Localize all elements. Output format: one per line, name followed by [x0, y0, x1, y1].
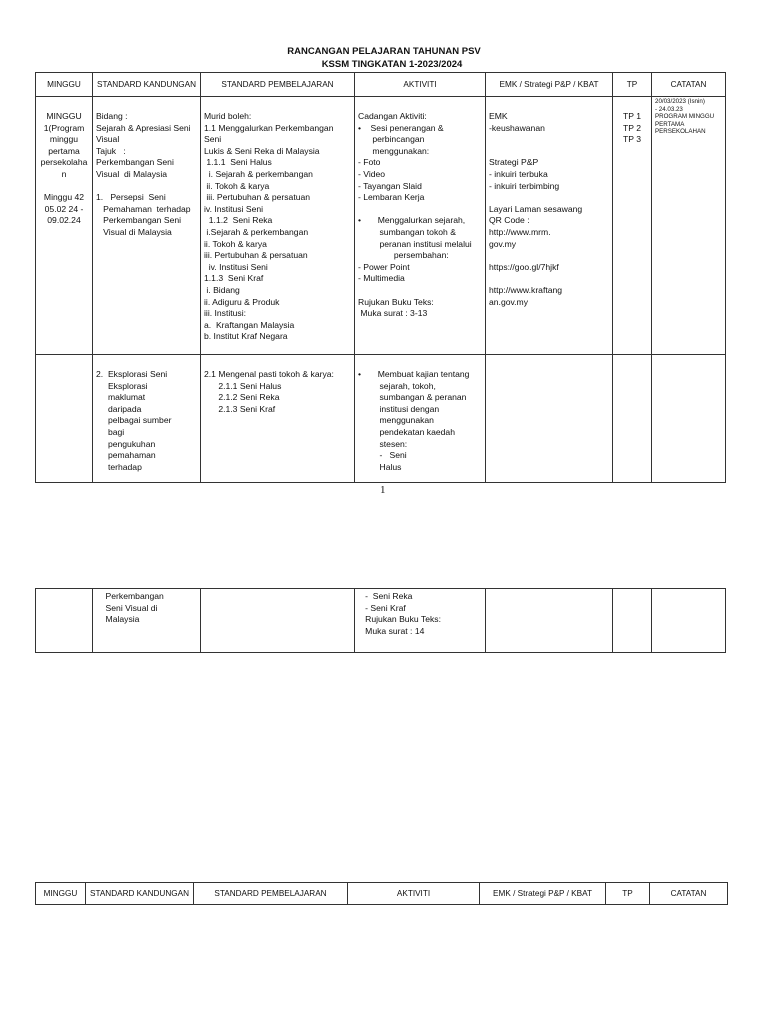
- text-line: - Seni Reka: [358, 591, 413, 601]
- text-line: pelbagai sumber: [96, 415, 172, 426]
- text-line: Eksplorasi: [96, 380, 148, 391]
- text-line: daripada: [96, 403, 142, 414]
- tp-cell: [613, 589, 652, 653]
- text-line: Tajuk :: [96, 145, 126, 156]
- col-header-emk: EMK / Strategi P&P / KBAT: [480, 883, 606, 905]
- text-line: - 24.03.23: [655, 105, 683, 113]
- text-line: - Seni: [358, 450, 407, 461]
- text-line: persembahan:: [358, 250, 449, 261]
- text-line: ii. Tokoh & karya: [204, 180, 270, 191]
- text-line: Pemahaman terhadap: [96, 203, 191, 214]
- text-line: bagi: [96, 426, 125, 437]
- text-line: - Multimedia: [358, 273, 405, 284]
- text-line: ii. Adiguru & Produk: [204, 296, 280, 307]
- col-header-catatan: CATATAN: [652, 73, 726, 97]
- text-line: 1. Persepsi Seni: [96, 192, 166, 203]
- text-line: 2. Eksplorasi Seni: [96, 369, 168, 379]
- tp-cell: [613, 355, 652, 483]
- text-line: 2.1.2 Seni Reka: [204, 392, 280, 403]
- text-line: 1.1 Menggalurkan Perkembangan: [204, 122, 334, 133]
- text-line: persekolaha: [40, 157, 88, 168]
- catatan-cell: [652, 589, 726, 653]
- text-line: Visual: [96, 134, 120, 145]
- col-header-catatan: CATATAN: [650, 883, 728, 905]
- text-line: 1(Program: [43, 122, 85, 133]
- text-line: TP 3: [623, 134, 641, 145]
- text-line: 2.1.3 Seni Kraf: [204, 403, 276, 414]
- text-line: PERTAMA: [655, 120, 685, 128]
- standard-kandungan-cell: [93, 97, 201, 355]
- text-line: • Sesi penerangan &: [358, 122, 444, 133]
- standard-kandungan-cell: [93, 355, 201, 483]
- text-line: Bidang :: [96, 111, 128, 121]
- text-line: [489, 250, 609, 262]
- text-line: - inkuiri terbimbing: [489, 180, 560, 191]
- table-header-row: [36, 73, 726, 97]
- text-line: Seni: [204, 134, 222, 145]
- text-line: [358, 204, 482, 216]
- text-line: PERSEKOLAHAN: [655, 128, 706, 136]
- text-line: an.gov.my: [489, 296, 529, 307]
- minggu-cell: [36, 97, 93, 355]
- col-header-minggu: MINGGU: [36, 883, 86, 905]
- lesson-plan-table-continuation: [35, 588, 726, 653]
- text-line: Seni Visual di: [96, 602, 158, 613]
- table-row: [36, 97, 726, 355]
- text-line: 2.1 Mengenal pasti tokoh & karya:: [204, 369, 334, 379]
- col-header-tp: TP: [613, 73, 652, 97]
- emk-cell: [486, 97, 613, 355]
- text-line: menggunakan:: [358, 145, 430, 156]
- text-line: TP 2: [623, 122, 641, 133]
- text-line: Halus: [358, 461, 402, 472]
- col-header-standard-kandungan: STANDARD KANDUNGAN: [86, 883, 194, 905]
- text-line: • Membuat kajian tentang: [358, 369, 470, 379]
- text-line: Lukis & Seni Reka di Malaysia: [204, 145, 320, 156]
- text-line: 1.1.1 Seni Halus: [204, 157, 272, 168]
- text-line: Rujukan Buku Teks:: [358, 614, 441, 625]
- aktiviti-cell: [355, 97, 486, 355]
- col-header-tp: TP: [606, 883, 650, 905]
- text-line: menggunakan: [358, 415, 434, 426]
- text-line: Muka surat : 3-13: [358, 308, 428, 319]
- text-line: PROGRAM MINGGU: [655, 113, 715, 121]
- text-line: gov.my: [489, 238, 517, 249]
- text-line: i. Sejarah & perkembangan: [204, 168, 313, 179]
- text-line: [489, 192, 609, 204]
- text-line: iii. Institusi:: [204, 308, 247, 319]
- document-title-line2: KSSM TINGKATAN 1-2023/2024: [321, 59, 463, 70]
- text-line: [489, 134, 609, 146]
- text-line: sumbangan tokoh &: [358, 226, 456, 237]
- text-line: minggu: [49, 134, 79, 145]
- text-line: sumbangan & peranan: [358, 392, 467, 403]
- minggu-cell: [36, 589, 93, 653]
- text-line: peranan institusi melalui: [358, 238, 472, 249]
- text-line: EMK: [489, 111, 508, 121]
- col-header-standard-pembelajaran: STANDARD PEMBELAJARAN: [194, 883, 348, 905]
- col-header-aktiviti: AKTIVITI: [355, 73, 486, 97]
- col-header-standard-kandungan: STANDARD KANDUNGAN: [93, 73, 201, 97]
- standard-pembelajaran-cell: [201, 589, 355, 653]
- text-line: b. Institut Kraf Negara: [204, 331, 288, 342]
- aktiviti-cell: [355, 355, 486, 483]
- text-line: i. Bidang: [204, 284, 240, 295]
- text-line: terhadap: [96, 461, 142, 472]
- col-header-aktiviti: AKTIVITI: [348, 883, 480, 905]
- text-line: n: [61, 168, 67, 179]
- emk-cell: [486, 355, 613, 483]
- text-line: http://www.mrm.: [489, 226, 551, 237]
- col-header-standard-pembelajaran: STANDARD PEMBELAJARAN: [201, 73, 355, 97]
- text-line: 09.02.24: [47, 215, 81, 226]
- text-line: - Foto: [358, 157, 381, 168]
- table-header-row: [36, 883, 728, 905]
- text-line: Layari Laman sesawang: [489, 203, 583, 214]
- text-line: Cadangan Aktiviti:: [358, 111, 427, 121]
- table-row: [36, 589, 726, 653]
- text-line: - Seni Kraf: [358, 602, 406, 613]
- text-line: iv. Institusi Seni: [204, 203, 264, 214]
- text-line: QR Code :: [489, 215, 530, 226]
- col-header-minggu: MINGGU: [36, 73, 93, 97]
- lesson-plan-table-page1: [35, 72, 726, 483]
- lesson-plan-table-page2-header: [35, 882, 728, 905]
- text-line: pemahaman: [96, 450, 156, 461]
- text-line: Perkembangan Seni: [96, 215, 182, 226]
- text-line: Visual di Malaysia: [96, 168, 168, 179]
- text-line: Perkembangan Seni: [96, 157, 174, 168]
- text-line: iii. Pertubuhan & persatuan: [204, 192, 311, 203]
- text-line: https://goo.gl/7hjkf: [489, 261, 559, 272]
- text-line: Malaysia: [96, 614, 140, 625]
- text-line: [96, 181, 197, 193]
- text-line: 20/03/2023 (Isnin): [655, 98, 705, 105]
- text-line: http://www.kraftang: [489, 284, 563, 295]
- text-line: [489, 146, 609, 158]
- text-line: -keushawanan: [489, 122, 545, 133]
- text-line: institusi dengan: [358, 403, 440, 414]
- text-line: pertama: [48, 145, 80, 156]
- minggu-cell: [36, 355, 93, 483]
- text-line: i.Sejarah & perkembangan: [204, 226, 309, 237]
- tp-cell: [613, 97, 652, 355]
- text-line: - Power Point: [358, 261, 410, 272]
- text-line: a. Kraftangan Malaysia: [204, 319, 295, 330]
- text-line: pendekatan kaedah: [358, 426, 455, 437]
- standard-kandungan-cell: [93, 589, 201, 653]
- text-line: iv. Institusi Seni: [204, 261, 268, 272]
- text-line: Sejarah & Apresiasi Seni: [96, 122, 191, 133]
- text-line: iii. Pertubuhan & persatuan: [204, 250, 308, 261]
- text-line: MINGGU: [46, 111, 82, 121]
- text-line: maklumat: [96, 392, 146, 403]
- text-line: 2.1.1 Seni Halus: [204, 380, 282, 391]
- text-line: Strategi P&P: [489, 157, 539, 168]
- catatan-cell: [652, 97, 726, 355]
- text-line: - Lembaran Kerja: [358, 192, 425, 203]
- text-line: [489, 273, 609, 285]
- text-line: stesen:: [358, 438, 408, 449]
- text-line: Perkembangan: [96, 591, 164, 601]
- standard-pembelajaran-cell: [201, 355, 355, 483]
- text-line: pengukuhan: [96, 438, 156, 449]
- catatan-cell: [652, 355, 726, 483]
- text-line: Murid boleh:: [204, 111, 252, 121]
- text-line: 05.02 24 -: [44, 203, 84, 214]
- text-line: - Video: [358, 168, 386, 179]
- text-line: Minggu 42: [43, 192, 85, 203]
- text-line: 1.1.2 Seni Reka: [204, 215, 273, 226]
- text-line: - Tayangan Slaid: [358, 180, 422, 191]
- text-line: 1.1.3 Seni Kraf: [204, 273, 264, 284]
- text-line: • Menggalurkan sejarah,: [358, 215, 466, 226]
- text-line: Rujukan Buku Teks:: [358, 296, 434, 307]
- table-row: [36, 355, 726, 483]
- aktiviti-cell: [355, 589, 486, 653]
- text-line: Muka surat : 14: [358, 625, 425, 636]
- text-line: [39, 181, 89, 193]
- text-line: [358, 285, 482, 297]
- page-number: 1: [380, 484, 386, 496]
- text-line: TP 1: [623, 111, 641, 121]
- text-line: sejarah, tokoh,: [358, 380, 436, 391]
- text-line: Visual di Malaysia: [96, 226, 172, 237]
- emk-cell: [486, 589, 613, 653]
- col-header-emk: EMK / Strategi P&P / KBAT: [486, 73, 613, 97]
- text-line: ii. Tokoh & karya: [204, 238, 267, 249]
- document-title-line1: RANCANGAN PELAJARAN TAHUNAN PSV: [287, 46, 481, 57]
- text-line: - inkuiri terbuka: [489, 168, 548, 179]
- standard-pembelajaran-cell: [201, 97, 355, 355]
- text-line: perbincangan: [358, 134, 425, 145]
